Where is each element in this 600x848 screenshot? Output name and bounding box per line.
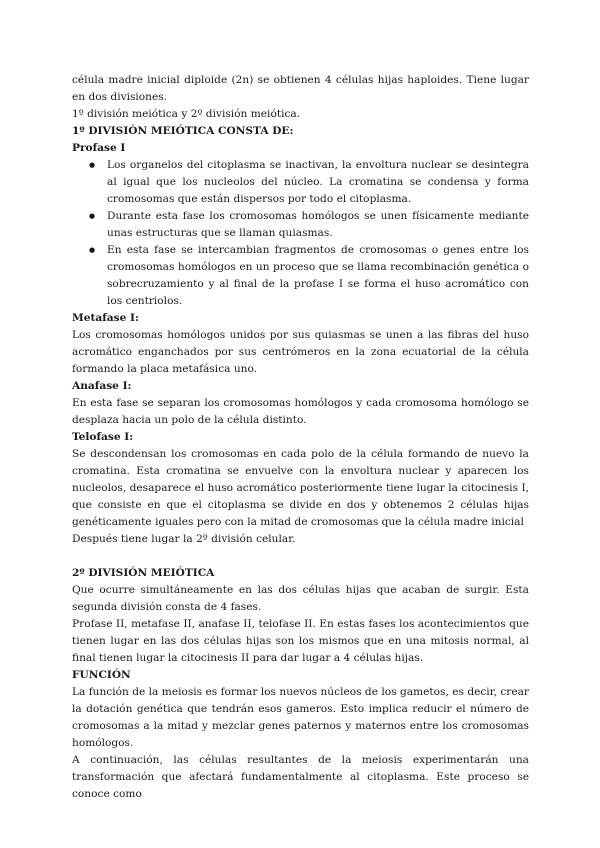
funcion-paragraph-1: La función de la meiosis es formar los nuevos núcleos de los gametos, es decir, crear la dotación genética que tendrán esos gameros. Esto implica reducir el número de cromosomas a la mitad y mezclar genes paternos y maternos entre los cromosomas homólogos. xyxy=(72,686,529,749)
profase-heading: Profase I xyxy=(72,142,126,154)
intro-paragraph: célula madre inicial diploide (2n) se obtienen 4 células hijas haploides. Tiene lugar en dos divisiones. xyxy=(72,74,529,103)
list-item: ● Los organelos del citoplasma se inactivan, la envoltura nuclear se desintegra al igual que los nucleolos del núcleo. La cromatina se condensa y forma cromosomas que están dispersos por todo el citoplasma. xyxy=(107,157,529,208)
funcion-heading: FUNCIÓN xyxy=(72,669,131,681)
anafase-heading: Anafase I: xyxy=(72,380,132,392)
telofase-paragraph: Se descondensan los cromosomas en cada polo de la célula formando de nuevo la cromatina. Esta cromatina se envuelve con la envoltura nuclear y aparecen los nucleolos, desaparece el huso acromático posteriormente tiene lugar la citocinesis I, que consiste en que el citoplasma se divide en dos y obtenemos 2 células hijas genéticamente iguales pero con la mitad de cromosomas que la célula madre inicial xyxy=(72,448,529,528)
blank-line xyxy=(72,548,529,565)
list-item: ● En esta fase se intercambian fragmentos de cromosomas o genes entre los cromosomas homólogos en un proceso que se llama recombinación genética o sobrecruzamiento y al final de la profase I se forma el huso acromático con los centriolos. xyxy=(107,242,529,310)
list-item: ● Durante esta fase los cromosomas homólogos se unen físicamente mediante unas estructuras que se llaman quiasmas. xyxy=(107,208,529,242)
metafase-heading: Metafase I: xyxy=(72,312,139,324)
second-division-paragraph-2: Profase II, metafase II, anafase II, telofase II. En estas fases los acontecimientos que tienen lugar en las dos células hijas son los mismos que en una mitosis normal, al final tienen lugar la citocinesis II para dar lugar a 4 células hijas. xyxy=(72,618,529,664)
second-division-heading: 2º DIVISIÓN MEIÓTICA xyxy=(72,567,215,579)
profase-bullet-list xyxy=(72,157,529,310)
metafase-paragraph: Los cromosomas homólogos unidos por sus quiasmas se unen a las fibras del huso acromático enganchados por sus centrómeros en la zona ecuatorial de la célula formando la placa metafásica uno. xyxy=(72,329,529,375)
telofase-heading: Telofase I: xyxy=(72,431,134,443)
funcion-paragraph-2: A continuación, las células resultantes de la meiosis experimentarán una transformación que afectará fundamentalmente al citoplasma. Este proceso se conoce como xyxy=(72,754,529,800)
intro-divisions-line: 1º división meiótica y 2º división meiótica. xyxy=(72,108,301,120)
second-division-paragraph-1: Que ocurre simultáneamente en las dos células hijas que acaban de surgir. Esta segunda división consta de 4 fases. xyxy=(72,584,529,613)
telofase-after-line: Después tiene lugar la 2º división celular. xyxy=(72,533,296,545)
anafase-paragraph: En esta fase se separan los cromosomas homólogos y cada cromosoma homólogo se desplaza hacia un polo de la célula distinto. xyxy=(72,397,529,426)
first-division-heading: 1º DIVISIÓN MEIÓTICA CONSTA DE: xyxy=(72,125,294,137)
